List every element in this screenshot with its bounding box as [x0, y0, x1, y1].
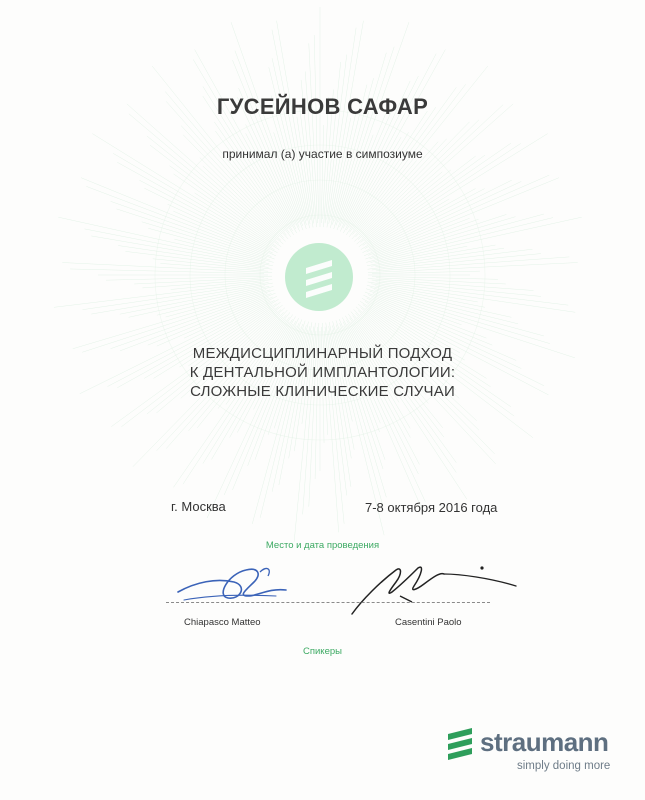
brand-name: straumann: [480, 727, 609, 757]
participation-text: принимал (а) участие в симпозиуме: [222, 147, 423, 161]
brand-tagline: simply doing more: [517, 760, 611, 772]
straumann-logo-icon: [446, 726, 476, 760]
event-title-line: СЛОЖНЫЕ КЛИНИЧЕСКИЕ СЛУЧАИ: [190, 383, 455, 400]
speakers-label: Спикеры: [303, 646, 342, 657]
signature-casentini: [340, 560, 520, 620]
recipient-name: ГУСЕЙНОВ САФАР: [216, 94, 429, 119]
speaker-name: Chiapasco Matteo: [184, 617, 261, 628]
event-title: [0, 344, 645, 401]
straumann-emblem-icon: [284, 242, 354, 312]
event-city: г. Москва: [171, 499, 226, 514]
event-title-line: К ДЕНТАЛЬНОЙ ИМПЛАНТОЛОГИИ:: [189, 364, 456, 381]
event-dates: 7-8 октября 2016 года: [365, 500, 498, 515]
signature-line: [166, 602, 490, 603]
event-title-line: МЕЖДИСЦИПЛИНАРНЫЙ ПОДХОД: [192, 345, 453, 362]
brand-logo: [446, 722, 626, 782]
place-date-label: Место и дата проведения: [265, 540, 380, 551]
speaker-name: Casentini Paolo: [395, 617, 462, 628]
signature-chiapasco: [176, 556, 296, 612]
